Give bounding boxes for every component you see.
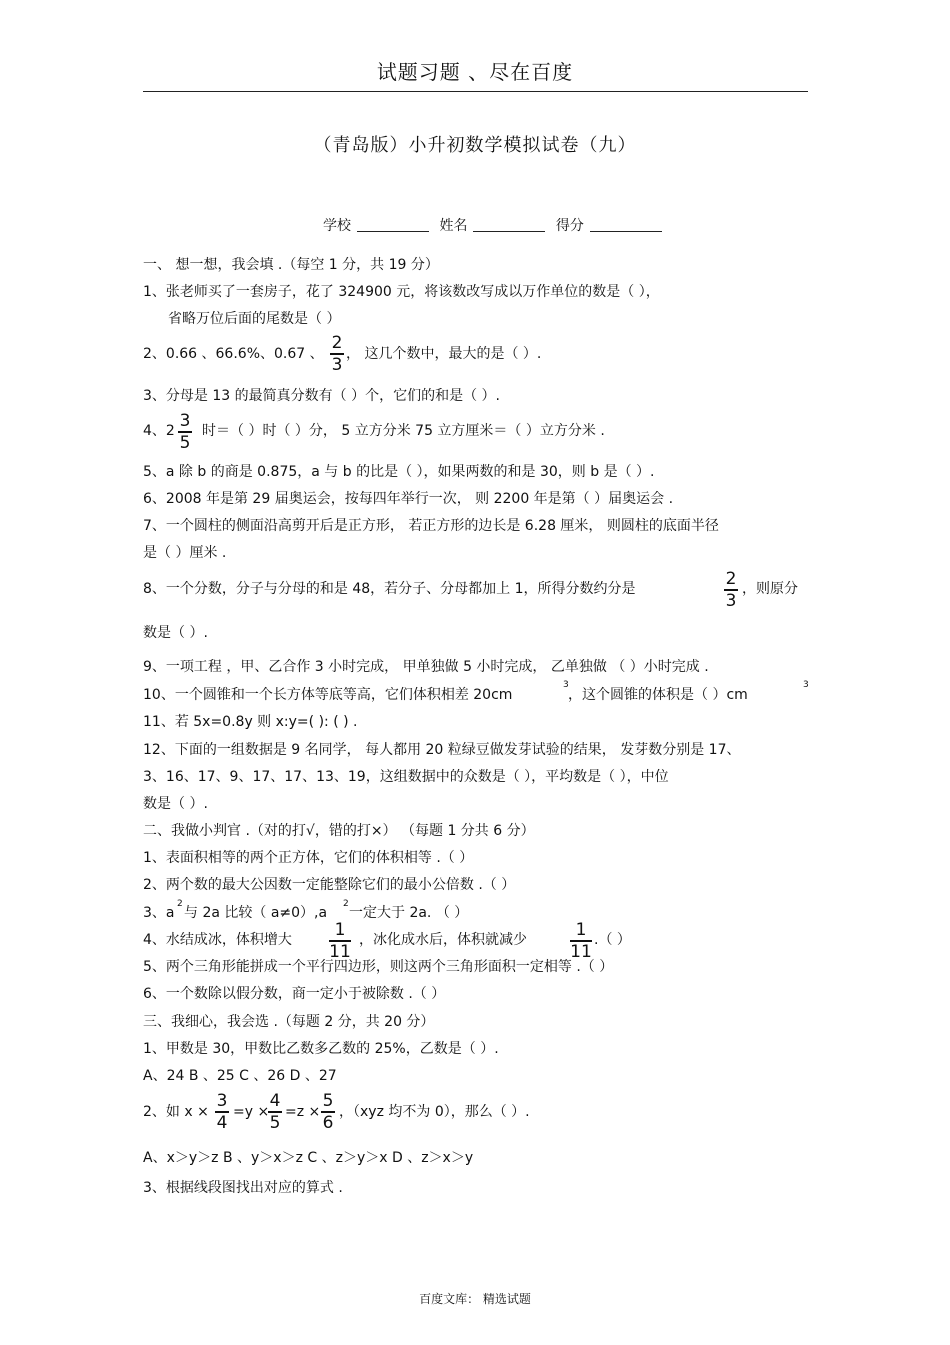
fraction-two-thirds-q8: 2 3: [725, 569, 737, 611]
fraction-one-eleventh-2: 1 11: [570, 920, 592, 962]
section-3-heading: 三、我细心，我会选 .（每题 2 分，共 20 分）: [143, 1014, 435, 1030]
score-label: 得分: [555, 218, 584, 234]
question-8-end: ，则原分: [742, 581, 798, 597]
choice-2-options: A、x＞y＞z B 、y＞x＞z C 、z＞y＞x D 、z＞x＞y: [143, 1150, 474, 1166]
name-label: 姓名: [439, 218, 468, 234]
question-7-line-1: 7、一个圆柱的侧面沿高剪开后是正方形， 若正方形的边长是 6.28 厘米， 则圆柱的底面半径: [143, 518, 719, 534]
choice-2-z: =z ×: [285, 1104, 321, 1120]
superscript-square-2: 2: [343, 899, 349, 909]
choice-1-options: A、24 B 、25 C 、26 D 、27: [143, 1068, 337, 1084]
superscript-cube-1: 3: [563, 680, 569, 690]
fraction-two-thirds: 2 3: [331, 333, 343, 375]
judge-5: 5、两个三角形能拼成一个平行四边形，则这两个三角形面积一定相等 .（ ）: [143, 959, 614, 975]
question-4-start: 4、2: [143, 423, 175, 439]
choice-3: 3、根据线段图找出对应的算式 .: [143, 1180, 343, 1196]
question-4-end: 时＝（ ）时（ ）分， 5 立方分米 75 立方厘米＝（ ）立方分米 .: [202, 423, 605, 439]
question-2-start: 2、0.66 、66.6%、0.67 、: [143, 346, 324, 362]
section-1-heading: 一、 想一想，我会填 .（每空 1 分，共 19 分）: [143, 257, 439, 273]
judge-6: 6、一个数除以假分数，商一定小于被除数 .（ ）: [143, 986, 446, 1002]
exam-title: （青岛版）小升初数学模拟试卷（九）: [313, 135, 637, 156]
school-blank[interactable]: [357, 217, 429, 232]
question-3: 3、分母是 13 的最简真分数有（ ）个，它们的和是（ ）.: [143, 388, 500, 404]
superscript-cube-2: 3: [803, 680, 809, 690]
student-info-row: [323, 215, 668, 235]
question-1-line-2: 省略万位后面的尾数是（ ）: [168, 311, 341, 327]
page-header: 试题习题 、尽在百度: [376, 60, 574, 84]
fraction-one-eleventh-1: 1 11: [329, 920, 351, 962]
fraction-three-fourths: 3 4: [216, 1091, 228, 1133]
question-2-end: ， 这几个数中，最大的是（ ）.: [346, 346, 542, 362]
header-divider: [143, 91, 808, 92]
question-7-line-2: 是（ ）厘米 .: [143, 545, 227, 561]
section-2-heading: 二、我做小判官 .（对的打√，错的打×） （每题 1 分共 6 分）: [143, 823, 535, 839]
question-9: 9、一项工程 ，甲、乙合作 3 小时完成， 甲单独做 5 小时完成， 乙单独做 （ ）小时完成 .: [143, 659, 709, 675]
superscript-square-1: 2: [177, 899, 183, 909]
judge-4-end: .（ ）: [594, 932, 631, 948]
fraction-five-sixths: 5 6: [322, 1091, 334, 1133]
judge-2: 2、两个数的最大公因数一定能整除它们的最小公倍数 .（ ）: [143, 877, 516, 893]
question-10-start: 10、一个圆锥和一个长方体等底等高，它们体积相差 20cm: [143, 687, 513, 703]
question-1-line-1: 1、张老师买了一套房子，花了 324900 元，将该数改写成以万作单位的数是（ ），: [143, 284, 660, 300]
fraction-four-fifths: 4 5: [269, 1091, 281, 1133]
judge-1: 1、表面积相等的两个正方体，它们的体积相等 .（ ）: [143, 850, 474, 866]
question-5: 5、a 除 b 的商是 0.875，a 与 b 的比是（ ），如果两数的和是 30，则 b 是（ ）.: [143, 464, 655, 480]
judge-3-middle: 与 2a 比较（ a≠0）,a: [184, 905, 328, 921]
name-blank[interactable]: [473, 217, 545, 232]
question-12-line-2: 3、16、17、9、17、17、13、19，这组数据中的众数是（ ），平均数是（ ），中位: [143, 769, 669, 785]
judge-4-start: 4、水结成冰，体积增大: [143, 932, 292, 948]
question-12-line-1: 12、下面的一组数据是 9 名同学， 每人都用 20 粒绿豆做发芽试验的结果， 发芽数分别是 17、: [143, 742, 741, 758]
judge-3-end: 一定大于 2a. （ ）: [349, 905, 469, 921]
question-6: 6、2008 年是第 29 届奥运会，按每四年举行一次， 则 2200 年是第（ ）届奥运会 .: [143, 491, 674, 507]
school-label: 学校: [323, 218, 351, 234]
fraction-three-fifths: 3 5: [179, 411, 191, 453]
question-8-start: 8、一个分数，分子与分母的和是 48，若分子、分母都加上 1，所得分数约分是: [143, 581, 636, 597]
question-12-line-3: 数是（ ）.: [143, 796, 208, 812]
score-blank[interactable]: [590, 217, 662, 232]
choice-1: 1、甲数是 30，甲数比乙数多乙数的 25%，乙数是（ ）.: [143, 1041, 499, 1057]
question-11: 11、若 5x=0.8y 则 x:y=( ): ( ) .: [143, 714, 358, 730]
judge-3-start: 3、a: [143, 905, 175, 921]
choice-2-start: 2、如 x ×: [143, 1104, 209, 1120]
question-10-end: ，这个圆锥的体积是（ ）cm: [568, 687, 748, 703]
judge-4-middle: ，冰化成水后，体积就减少: [359, 932, 527, 948]
page-footer: 百度文库： 精选试题: [419, 1292, 531, 1306]
choice-2-y: =y ×: [233, 1104, 270, 1120]
question-8-line-2: 数是（ ）.: [143, 625, 208, 641]
choice-2-end: ，（xyz 均不为 0），那么（ ）.: [339, 1104, 530, 1120]
